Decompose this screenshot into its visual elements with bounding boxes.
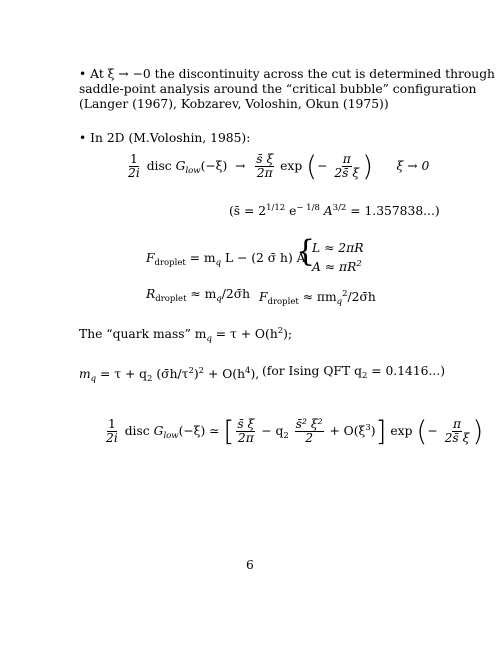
bullet1-line2: saddle-point analysis around the “critical bubble” configuration <box>79 82 477 96</box>
ising-note: (for Ising QFT $q_2 = 0.1416$...) <box>262 364 446 381</box>
system-brace: { <box>296 234 316 269</box>
fraction-one-over-2i: $\frac{1}{2i}$ <box>128 152 140 180</box>
droplet-free-energy-approx: $F_{droplet}$ ≈ $\pi m_q^2/2\sigmāh$ <box>259 289 376 307</box>
equation-disc-limit: $\frac{1}{2i}$ disc $G_{low}(-\xi)$ → $\frac{s̄ \xi}{2\pi}$ exp (− $\frac{\pi}{2s̄ \xi}$ ) ξ → 0 <box>128 149 430 183</box>
L-relation: L ≈ 2πR <box>312 241 364 255</box>
sbar-definition: (s̄ = $2^{1/12}$ $e^{- 1/8}$ $A^{3/2} = 1.357838$...) <box>229 203 440 218</box>
bullet1-line3: (Langer (1967), Kobzarev, Voloshin, Okun (1975)) <box>79 97 389 111</box>
equation-disc-expansion: $\frac{1}{2i}$ disc $G_{low}(-\xi)$ ≃ [ $\frac{s̄ \xi}{2\pi}$ − $q_2$ $\frac{\text{s̄² ξ²}}{2}$ + $O(\xi^3)$] exp (− $\frac{\pi}{2s̄ \xi}$ ) <box>106 414 484 448</box>
page-number: 6 <box>246 558 254 572</box>
droplet-free-energy: $F_{droplet} = m_q$ L − (2 σ̄ h) A <box>146 251 306 268</box>
bullet1-line1: • At ξ → −0 the discontinuity across the cut is determined through <box>79 67 495 81</box>
quark-mass-expansion: $m_q = \tau + q_2$ $(\sigmāh/\tau^2)^2 + O(h^4)$, <box>79 366 260 384</box>
droplet-radius: $R_{droplet}$ ≈ $m_q/2\sigmāh$ <box>146 287 251 304</box>
A-relation: $A \approx \pi R^2$ <box>312 259 362 274</box>
bullet2-line: • In 2D (M.Voloshin, 1985): <box>79 131 251 145</box>
quark-mass-statement: The “quark mass” $m_q = \tau + O(h^2)$; <box>79 326 293 344</box>
